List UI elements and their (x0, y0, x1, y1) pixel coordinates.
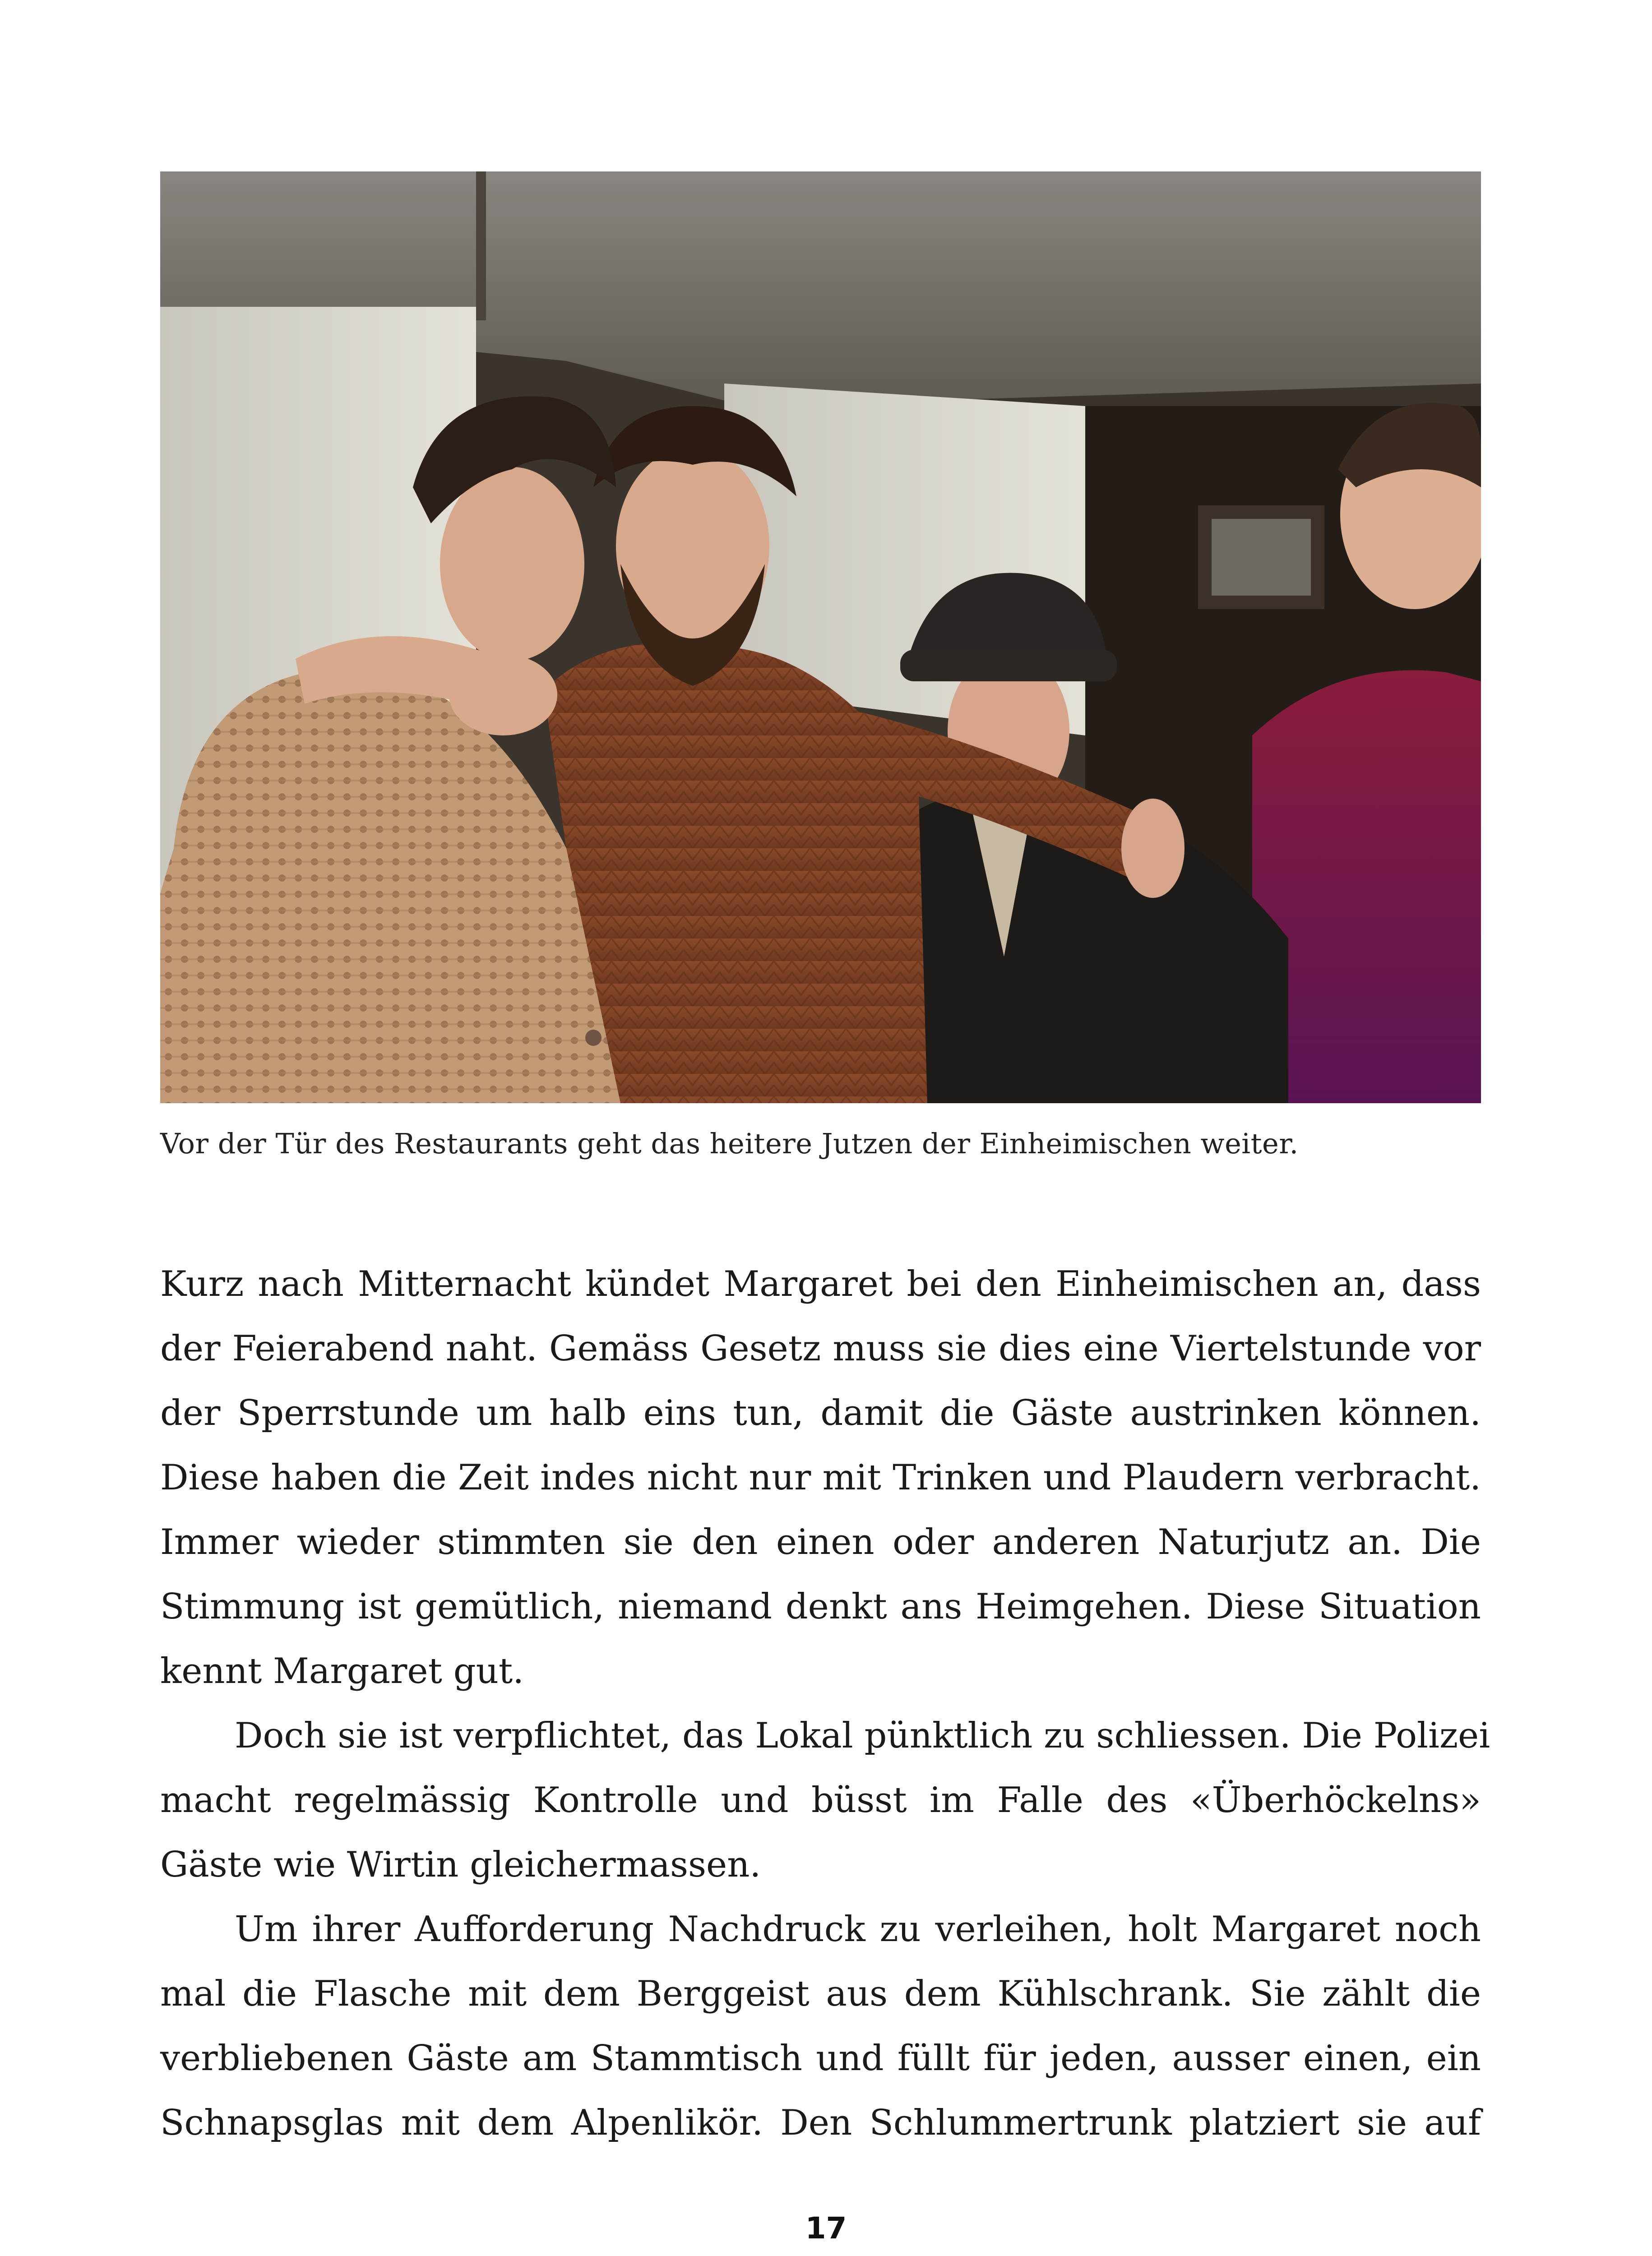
text-line: Doch sie ist verpflichtet, das Lokal pünktlich zu schliessen. Die Polizei (235, 1715, 1490, 1756)
text-line: Kurz nach Mitternacht kündet Margaret bei den Einheimischen an, dass (160, 1264, 1481, 1304)
text-line: macht regelmässig Kontrolle und büsst im Falle des «Überhöckelns» (160, 1780, 1481, 1821)
body-text (160, 1252, 1490, 2155)
text-line: der Sperrstunde um halb eins tun, damit die Gäste austrinken können. (160, 1393, 1481, 1433)
text-line: kennt Margaret gut. (160, 1651, 524, 1692)
text-line: der Feierabend naht. Gemäss Gesetz muss sie dies eine Viertelstunde vor (160, 1328, 1481, 1369)
text-line: Gäste wie Wirtin gleichermassen. (160, 1845, 761, 1885)
page-number: 17 (805, 2211, 847, 2246)
text-line: Stimmung ist gemütlich, niemand denkt ans Heimgehen. Diese Situation (160, 1586, 1481, 1627)
paragraph-3 (160, 1897, 1481, 2155)
text-line: Schnapsglas mit dem Alpenlikör. Den Schlummertrunk platziert sie auf (160, 2103, 1481, 2143)
paragraph-2 (160, 1704, 1490, 1897)
text-line: Immer wieder stimmten sie den einen oder anderen Naturjutz an. Die (160, 1522, 1481, 1563)
photo-caption: Vor der Tür des Restaurants geht das heitere Jutzen der Einheimischen weiter. (160, 1127, 1299, 1160)
text-line: verbliebenen Gäste am Stammtisch und füllt für jeden, ausser einen, ein (160, 2038, 1481, 2079)
paragraph-1 (160, 1252, 1481, 1704)
text-line: Um ihrer Aufforderung Nachdruck zu verleihen, holt Margaret noch (235, 1909, 1481, 1950)
photograph (160, 171, 1481, 1103)
text-line: mal die Flasche mit dem Berggeist aus dem Kühlschrank. Sie zählt die (160, 1974, 1481, 2014)
text-line: Diese haben die Zeit indes nicht nur mit Trinken und Plaudern verbracht. (160, 1457, 1481, 1498)
